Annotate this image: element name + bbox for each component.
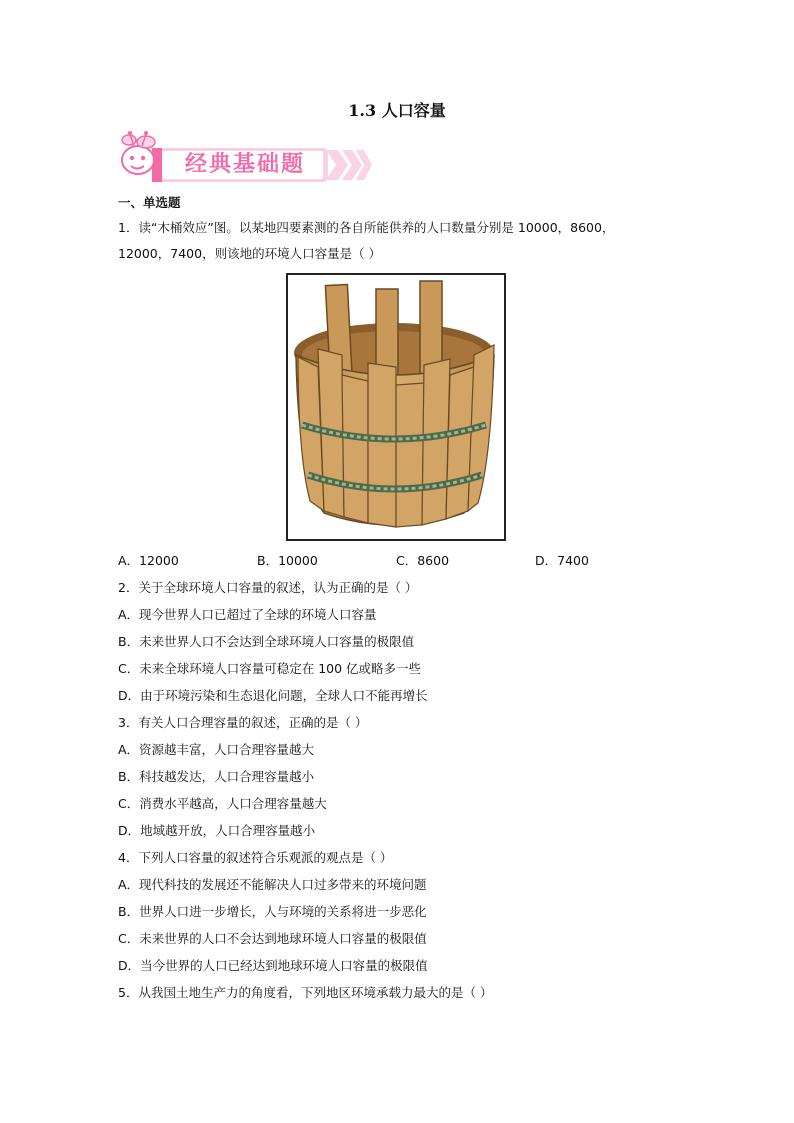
q4-option-b: B．世界人口进一步增长，人与环境的关系将进一步恶化: [118, 904, 427, 919]
q4-option-d: D．当今世界的人口已经达到地球环境人口容量的极限值: [118, 958, 428, 973]
q2-option-d: D．由于环境污染和生态退化问题，全球人口不能再增长: [118, 688, 428, 703]
q3-option-b: B．科技越发达，人口合理容量越小: [118, 769, 315, 784]
wooden-barrel-icon: [288, 275, 504, 539]
question-2-stem: 2．关于全球环境人口容量的叙述，认为正确的是（ ）: [118, 580, 418, 595]
q2-option-b: B．未来世界人口不会达到全球环境人口容量的极限值: [118, 634, 415, 649]
q4-option-a: A．现代科技的发展还不能解决人口过多带来的环境问题: [118, 877, 427, 892]
q1-option-b: B．10000: [257, 553, 318, 568]
barrel-figure: [286, 273, 506, 541]
q4-option-c: C．未来世界的人口不会达到地球环境人口容量的极限值: [118, 931, 427, 946]
q3-option-a: A．资源越丰富，人口合理容量越大: [118, 742, 315, 757]
banner-label: 经典基础题: [184, 152, 305, 177]
q2-option-a: A．现今世界人口已超过了全球的环境人口容量: [118, 607, 377, 622]
page-title: 1.3 人口容量: [348, 101, 446, 120]
section-heading: 一、单选题: [118, 195, 181, 210]
question-1-line-2: 12000，7400，则该地的环境人口容量是（ ）: [118, 246, 382, 261]
q3-option-c: C．消费水平越高，人口合理容量越大: [118, 796, 327, 811]
question-3-stem: 3．有关人口合理容量的叙述，正确的是（ ）: [118, 715, 368, 730]
q1-option-c: C．8600: [396, 553, 450, 568]
q1-option-d: D．7400: [535, 553, 589, 568]
question-5-stem: 5．从我国土地生产力的角度看，下列地区环境承载力最大的是（ ）: [118, 985, 493, 1000]
question-1-line-1: 1．读“木桶效应”图。以某地四要素测的各自所能供养的人口数量分别是 10000，8600，: [118, 220, 615, 235]
section-banner: [116, 128, 376, 186]
q2-option-c: C．未来全球环境人口容量可稳定在 100 亿或略多一些: [118, 661, 422, 676]
q3-option-d: D．地域越开放，人口合理容量越小: [118, 823, 316, 838]
question-4-stem: 4．下列人口容量的叙述符合乐观派的观点是（ ）: [118, 850, 393, 865]
q1-option-a: A．12000: [118, 553, 179, 568]
